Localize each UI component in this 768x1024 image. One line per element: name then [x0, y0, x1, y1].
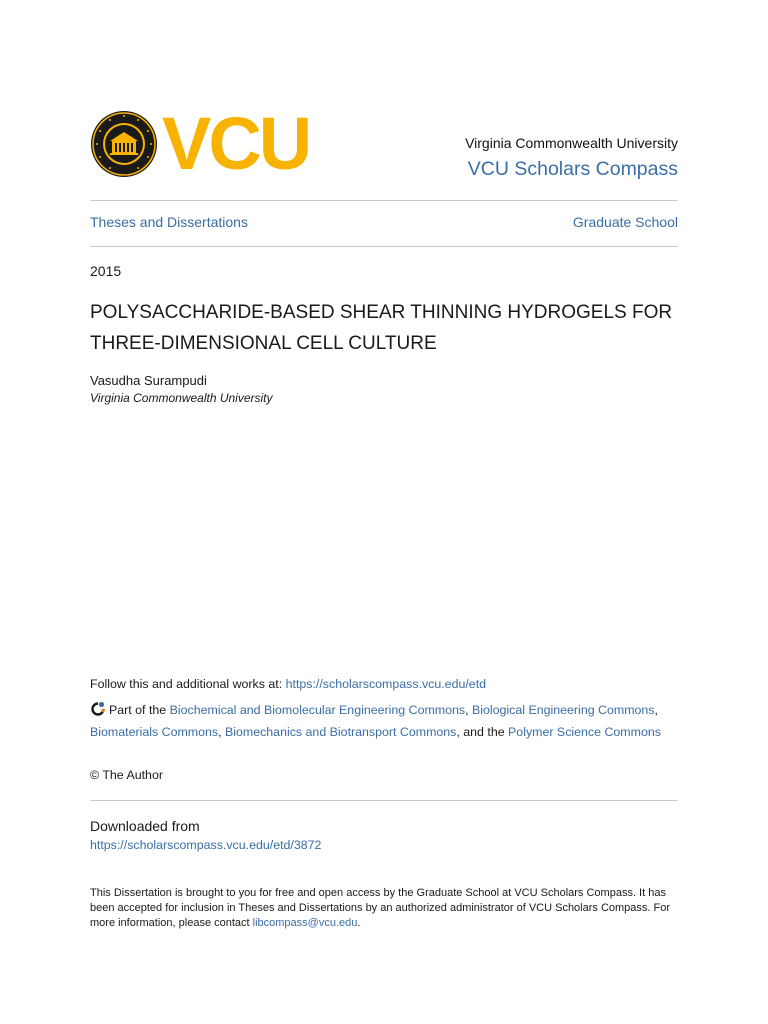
download-url-link[interactable]: https://scholarscompass.vcu.edu/etd/3872 [90, 838, 322, 852]
commons-link-biochemical[interactable]: Biochemical and Biomolecular Engineering Commons [169, 703, 466, 717]
commons-link-biomechanics[interactable]: Biomechanics and Biotransport Commons [224, 724, 457, 739]
access-notice [90, 886, 680, 931]
network-icon [90, 701, 106, 717]
separator: , [218, 724, 225, 739]
header-divider [90, 200, 678, 201]
commons-link-biomaterials[interactable]: Biomaterials Commons [90, 724, 219, 739]
title-line-1: POLYSACCHARIDE-BASED SHEAR THINNING HYDROGELS FOR [90, 302, 673, 323]
follow-prefix: Follow this and additional works at: [90, 677, 286, 691]
department-link[interactable]: Graduate School [572, 214, 678, 230]
repository-name-link[interactable]: VCU Scholars Compass [467, 158, 678, 180]
title-line-2: THREE-DIMENSIONAL CELL CULTURE [90, 333, 437, 354]
university-name: Virginia Commonwealth University [465, 135, 678, 151]
collection-link[interactable]: Theses and Dissertations [90, 214, 248, 230]
downloaded-from-heading: Downloaded from [90, 818, 200, 834]
publication-year: 2015 [90, 263, 122, 279]
nav-divider [90, 246, 678, 247]
notice-text: This Dissertation is brought to you for free and open access by the Graduate School at VCU Scholars Compass. It has been accepted for inclusion in Theses and Dissertations by an authorized administrator of VCU Scholars Compass. For more information, please contact [90, 887, 671, 929]
document-title [90, 297, 690, 359]
copyright-notice: © The Author [90, 768, 163, 782]
part-of-prefix: Part of the [109, 703, 170, 717]
part-of-disciplines [90, 700, 690, 743]
follow-line [90, 677, 486, 691]
university-seal-logo [90, 107, 158, 181]
separator: , [654, 703, 658, 717]
commons-link-biological-engineering[interactable]: Biological Engineering Commons [471, 703, 655, 717]
footer-divider [90, 800, 678, 801]
commons-link-polymer-science[interactable]: Polymer Science Commons [508, 724, 661, 739]
separator: , [465, 703, 472, 717]
author-affiliation: Virginia Commonwealth University [90, 391, 273, 405]
vcu-wordmark-logo: VCU [162, 102, 310, 185]
contact-email-link[interactable]: libcompass@vcu.edu [252, 917, 358, 929]
author-name: Vasudha Surampudi [90, 373, 207, 388]
notice-end: . [357, 917, 361, 929]
separator: , and the [456, 724, 509, 739]
etd-link[interactable]: https://scholarscompass.vcu.edu/etd [285, 677, 487, 691]
